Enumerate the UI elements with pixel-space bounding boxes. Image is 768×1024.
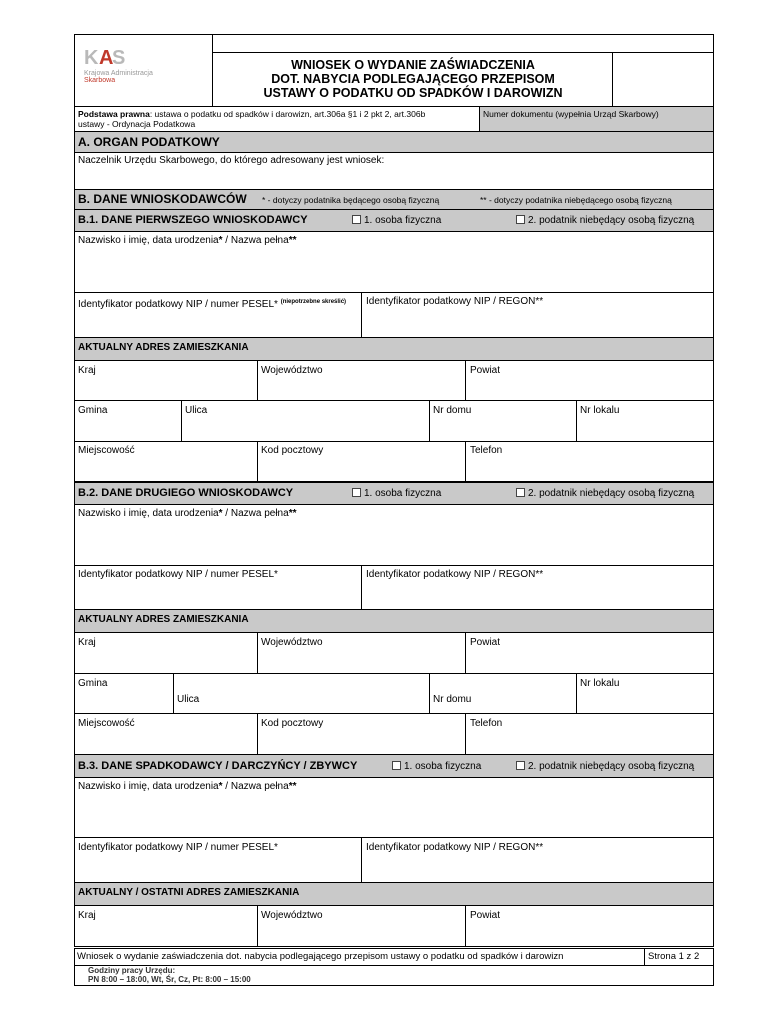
name-label-b: / Nazwa pełna xyxy=(222,235,289,246)
b1-telefon-label: Telefon xyxy=(470,445,503,456)
b1-miejscowosc-label: Miejscowość xyxy=(78,445,135,456)
b1-niebedacy-label: 2. podatnik niebędący osobą fizyczną xyxy=(528,215,695,226)
b2-powiat-label: Powiat xyxy=(470,637,501,648)
organ-field-label: Naczelnik Urzędu Skarbowego, do którego adresowany jest wniosek: xyxy=(78,155,385,166)
b1-nr-lokalu-label: Nr lokalu xyxy=(580,405,620,416)
svg-text:K: K xyxy=(84,47,99,69)
b1-checkbox-osoba[interactable] xyxy=(352,215,441,227)
b1-ulica-label: Ulica xyxy=(185,405,208,416)
b2-ulica-field[interactable] xyxy=(173,673,430,714)
checkbox-icon[interactable] xyxy=(516,488,525,497)
legal-basis-label: Podstawa prawna xyxy=(78,109,150,119)
header-right-cell xyxy=(612,52,714,107)
checkbox-icon[interactable] xyxy=(392,761,401,770)
b3-kraj-label: Kraj xyxy=(78,910,96,921)
b2-nip-regon-label: Identyfikator podatkowy NIP / REGON** xyxy=(366,569,544,580)
section-a-title: A. ORGAN PODATKOWY xyxy=(78,135,220,149)
b2-gmina-label: Gmina xyxy=(78,678,108,689)
b1-kraj-field[interactable] xyxy=(74,360,258,401)
name-label-a: Nazwisko i imię, data urodzenia xyxy=(78,781,219,792)
b3-address-title: AKTUALNY / OSTATNI ADRES ZAMIESZKANIA xyxy=(78,887,300,898)
b1-ulica-field[interactable] xyxy=(181,400,430,442)
legal-basis-text xyxy=(78,109,425,119)
logo-text-line2: Skarbowa xyxy=(84,77,116,84)
nip-pesel-note: (niepotrzebne skreślić) xyxy=(280,299,347,305)
b2-niebedacy-label: 2. podatnik niebędący osobą fizyczną xyxy=(528,488,695,499)
section-b-note2: ** - dotyczy podatnika niebędącego osobą fizyczną xyxy=(480,195,672,205)
b1-nip-regon-label: Identyfikator podatkowy NIP / REGON** xyxy=(366,296,544,307)
b2-ulica-label: Ulica xyxy=(177,694,200,705)
b1-osoba-label: 1. osoba fizyczna xyxy=(364,215,442,226)
name-star1: * xyxy=(218,781,223,792)
b3-osoba-label: 1. osoba fizyczna xyxy=(404,761,482,772)
b2-powiat-field[interactable] xyxy=(465,632,714,674)
b3-title: B.3. DANE SPADKODAWCY / DARCZYŃCY / ZBYWCY xyxy=(78,760,358,772)
name-label-a: Nazwisko i imię, data urodzenia xyxy=(78,235,219,246)
b3-wojewodztwo-label: Województwo xyxy=(261,910,323,921)
name-star2: ** xyxy=(288,235,297,246)
b2-checkbox-osoba[interactable] xyxy=(352,488,441,500)
b3-powiat-field[interactable] xyxy=(465,905,714,947)
b1-nr-domu-label: Nr domu xyxy=(433,405,472,416)
b2-kraj-label: Kraj xyxy=(78,637,96,648)
checkbox-icon[interactable] xyxy=(516,761,525,770)
footer-hours: PN 8:00 – 18:00, Wt, Śr, Cz, Pt: 8:00 – 15:00 xyxy=(88,975,251,984)
b1-address-title: AKTUALNY ADRES ZAMIESZKANIA xyxy=(78,342,249,353)
b1-powiat-field[interactable] xyxy=(465,360,714,401)
doc-number-label: Numer dokumentu (wypełnia Urząd Skarbowy) xyxy=(483,109,659,119)
b3-checkbox-niebedacy[interactable] xyxy=(516,761,694,773)
name-star2: ** xyxy=(288,781,297,792)
footer-form-name: Wniosek o wydanie zaświadczenia dot. nabycia podlegającego przepisom ustawy o podatku od spadków i darowizn xyxy=(77,951,564,962)
b2-nip-pesel-label: Identyfikator podatkowy NIP / numer PESEL* xyxy=(78,569,278,580)
b1-checkbox-niebedacy[interactable] xyxy=(516,215,694,227)
name-star2: ** xyxy=(288,508,297,519)
b2-name-label xyxy=(78,508,296,520)
b3-checkbox-osoba[interactable] xyxy=(392,761,481,773)
svg-text:S: S xyxy=(112,47,126,69)
svg-text:A: A xyxy=(99,47,114,69)
footer-page-number: Strona 1 z 2 xyxy=(648,951,700,962)
b2-checkbox-niebedacy[interactable] xyxy=(516,488,694,500)
form-title-line2: DOT. NABYCIA PODLEGAJĄCEGO PRZEPISOM xyxy=(271,72,555,86)
name-label-a: Nazwisko i imię, data urodzenia xyxy=(78,508,219,519)
logo-text-line1: Krajowa Administracja xyxy=(84,70,153,77)
checkbox-icon[interactable] xyxy=(352,215,361,224)
b2-telefon-label: Telefon xyxy=(470,718,503,729)
b2-osoba-label: 1. osoba fizyczna xyxy=(364,488,442,499)
b1-gmina-label: Gmina xyxy=(78,405,108,416)
section-b-note1: * - dotyczy podatnika będącego osobą fizyczną xyxy=(262,195,440,205)
form-title-line1: WNIOSEK O WYDANIE ZAŚWIADCZENIA xyxy=(291,58,535,72)
legal-basis-text1: : ustawa o podatku od spadków i darowizn, art.306a §1 i 2 pkt 2, art.306b xyxy=(149,109,426,119)
name-label-b: / Nazwa pełna xyxy=(222,508,289,519)
b1-nip-pesel-label xyxy=(78,296,346,311)
b1-telefon-field[interactable] xyxy=(465,441,714,482)
b2-nr-lokalu-label: Nr lokalu xyxy=(580,678,620,689)
b2-address-title: AKTUALNY ADRES ZAMIESZKANIA xyxy=(78,614,249,625)
b2-kraj-field[interactable] xyxy=(74,632,258,674)
checkbox-icon[interactable] xyxy=(516,215,525,224)
b3-powiat-label: Powiat xyxy=(470,910,501,921)
kas-logo xyxy=(84,44,194,88)
name-star1: * xyxy=(218,235,223,246)
b3-niebedacy-label: 2. podatnik niebędący osobą fizyczną xyxy=(528,761,695,772)
b3-nip-regon-label: Identyfikator podatkowy NIP / REGON** xyxy=(366,842,544,853)
b2-miejscowosc-label: Miejscowość xyxy=(78,718,135,729)
b3-name-label xyxy=(78,781,296,793)
name-star1: * xyxy=(218,508,223,519)
b2-wojewodztwo-label: Województwo xyxy=(261,637,323,648)
section-b-title: B. DANE WNIOSKODAWCÓW xyxy=(78,192,247,206)
b1-wojewodztwo-label: Województwo xyxy=(261,365,323,376)
b2-telefon-field[interactable] xyxy=(465,713,714,755)
b3-nip-pesel-label: Identyfikator podatkowy NIP / numer PESEL* xyxy=(78,842,278,853)
legal-basis-text2: ustawy - Ordynacja Podatkowa xyxy=(78,119,196,129)
b1-kod-pocztowy-label: Kod pocztowy xyxy=(261,445,324,456)
b1-powiat-label: Powiat xyxy=(470,365,501,376)
header-top-strip xyxy=(212,34,714,53)
b3-kraj-field[interactable] xyxy=(74,905,258,947)
b1-name-label xyxy=(78,235,296,247)
kas-logo-icon xyxy=(84,44,128,70)
b2-kod-pocztowy-label: Kod pocztowy xyxy=(261,718,324,729)
b2-nr-domu-label: Nr domu xyxy=(433,694,472,705)
name-label-b: / Nazwa pełna xyxy=(222,781,289,792)
b1-title: B.1. DANE PIERWSZEGO WNIOSKODAWCY xyxy=(78,214,308,226)
checkbox-icon[interactable] xyxy=(352,488,361,497)
b2-title: B.2. DANE DRUGIEGO WNIOSKODAWCY xyxy=(78,487,294,499)
form-title-line3: USTAWY O PODATKU OD SPADKÓW I DAROWIZN xyxy=(263,86,563,100)
nip-pesel-text: Identyfikator podatkowy NIP / numer PESEL* xyxy=(78,299,278,310)
b1-kraj-label: Kraj xyxy=(78,365,96,376)
footer-hours-label: Godziny pracy Urzędu: xyxy=(88,966,176,975)
